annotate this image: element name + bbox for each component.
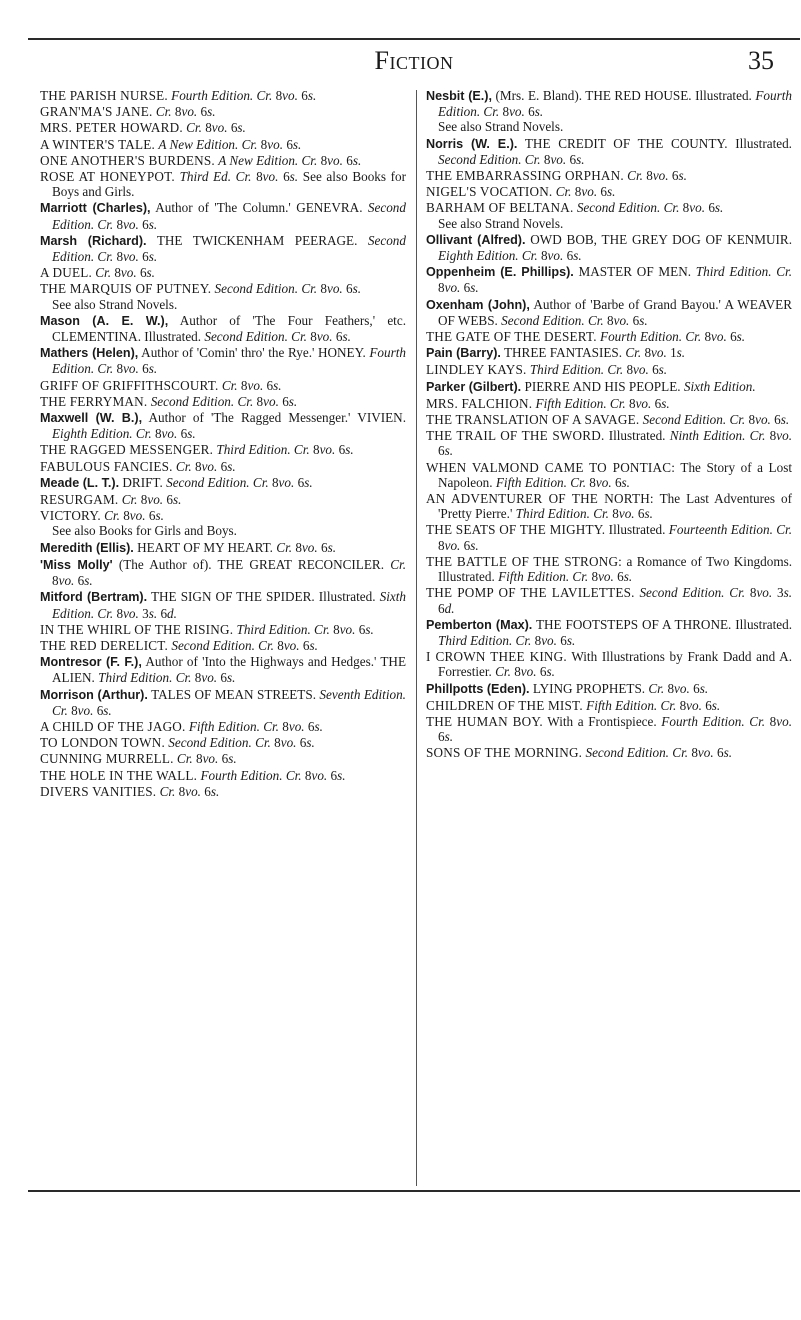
catalogue-entry: Marriott (Charles), Author of 'The Column.' GENEVRA. Second Edition. Cr. 8vo. 6s. xyxy=(40,200,406,232)
catalogue-entry: THE TRANSLATION OF A SAVAGE. Second Edition. Cr. 8vo. 6s. xyxy=(426,412,790,428)
catalogue-entry: THE HOLE IN THE WALL. Fourth Edition. Cr. 8vo. 6s. xyxy=(40,767,346,783)
catalogue-entry: TO LONDON TOWN. Second Edition. Cr. 8vo. 6s. xyxy=(40,735,315,751)
catalogue-entry: CUNNING MURRELL. Cr. 8vo. 6s. xyxy=(40,751,237,767)
catalogue-entry: DIVERS VANITIES. Cr. 8vo. 6s. xyxy=(40,783,220,799)
catalogue-entry: RESURGAM. Cr. 8vo. 6s. xyxy=(40,492,182,508)
catalogue-entry: Maxwell (W. B.), Author of 'The Ragged Messenger.' VIVIEN. Eighth Edition. Cr. 8vo. 6s. xyxy=(40,410,406,442)
catalogue-entry: NIGEL'S VOCATION. Cr. 8vo. 6s. xyxy=(426,184,616,200)
catalogue-entry: A DUEL. Cr. 8vo. 6s. xyxy=(40,265,155,281)
column-divider xyxy=(416,90,417,1186)
right-column xyxy=(426,88,792,762)
catalogue-entry: Pain (Barry). THREE FANTASIES. Cr. 8vo. 1s. xyxy=(426,345,686,361)
catalogue-entry: Phillpotts (Eden). LYING PROPHETS. Cr. 8vo. 6s. xyxy=(426,680,709,696)
catalogue-entry: ROSE AT HONEYPOT. Third Ed. Cr. 8vo. 6s. See also Books for Boys and Girls. xyxy=(40,169,407,200)
catalogue-columns xyxy=(40,88,800,1188)
catalogue-entry: Marsh (Richard). THE TWICKENHAM PEERAGE. Second Edition. Cr. 8vo. 6s. xyxy=(40,232,406,265)
catalogue-entry: AN ADVENTURER OF THE NORTH: The Last Adventures of 'Pretty Pierre.' Third Edition. Cr. 8vo. 6s. xyxy=(426,491,792,522)
catalogue-entry: 'Miss Molly' (The Author of). THE GREAT RECONCILER. Cr. 8vo. 6s. xyxy=(40,556,407,589)
catalogue-entry: Pemberton (Max). THE FOOTSTEPS OF A THRONE. Illustrated. Third Edition. Cr. 8vo. 6s. xyxy=(426,616,792,648)
catalogue-entry: FABULOUS FANCIES. Cr. 8vo. 6s. xyxy=(40,458,236,474)
catalogue-entry: THE RED DERELICT. Second Edition. Cr. 8vo. 6s. xyxy=(40,637,318,653)
left-column xyxy=(40,88,406,800)
catalogue-entry: MRS. FALCHION. Fifth Edition. Cr. 8vo. 6s. xyxy=(426,395,670,411)
top-rule xyxy=(28,38,800,40)
catalogue-entry: Meade (L. T.). DRIFT. Second Edition. Cr. 8vo. 6s. xyxy=(40,474,313,490)
catalogue-entry: Oxenham (John), Author of 'Barbe of Grand Bayou.' A WEAVER OF WEBS. Second Edition. Cr. 8vo. 6s. xyxy=(426,296,792,328)
catalogue-entry: LINDLEY KAYS. Third Edition. Cr. 8vo. 6s. xyxy=(426,362,668,378)
catalogue-entry: CHILDREN OF THE MIST. Fifth Edition. Cr. 8vo. 6s. xyxy=(426,697,721,713)
catalogue-entry: THE FERRYMAN. Second Edition. Cr. 8vo. 6s. xyxy=(40,393,298,409)
catalogue-entry: SONS OF THE MORNING. Second Edition. Cr. 8vo. 6s. xyxy=(426,745,732,761)
catalogue-entry: MRS. PETER HOWARD. Cr. 8vo. 6s. xyxy=(40,120,246,136)
catalogue-entry: ONE ANOTHER'S BURDENS. A New Edition. Cr. 8vo. 6s. xyxy=(40,152,362,168)
catalogue-entry: THE EMBARRASSING ORPHAN. Cr. 8vo. 6s. xyxy=(426,168,687,184)
catalogue-entry: Parker (Gilbert). PIERRE AND HIS PEOPLE. Sixth Edition. xyxy=(426,378,756,394)
catalogue-entry: THE POMP OF THE LAVILETTES. Second Edition. Cr. 8vo. 3s. 6d. xyxy=(426,585,793,616)
bottom-rule xyxy=(28,1190,800,1192)
catalogue-entry: THE RAGGED MESSENGER. Third Edition. Cr. 8vo. 6s. xyxy=(40,442,354,458)
running-head: Fiction xyxy=(374,46,454,75)
catalogue-entry: Oppenheim (E. Phillips). MASTER OF MEN. Third Edition. Cr. 8vo. 6s. xyxy=(426,264,793,296)
catalogue-entry: THE MARQUIS OF PUTNEY. Second Edition. Cr. 8vo. 6s. See also Strand Novels. xyxy=(40,281,362,312)
catalogue-entry: Montresor (F. F.), Author of 'Into the Highways and Hedges.' THE ALIEN. Third Edition. Cr. 8vo. 6s. xyxy=(40,654,406,686)
catalogue-entry: Norris (W. E.). THE CREDIT OF THE COUNTY. Illustrated. Second Edition. Cr. 8vo. 6s. xyxy=(426,135,792,167)
catalogue-entry: GRIFF OF GRIFFITHSCOURT. Cr. 8vo. 6s. xyxy=(40,377,282,393)
catalogue-entry: A WINTER'S TALE. A New Edition. Cr. 8vo. 6s. xyxy=(40,136,302,152)
catalogue-entry: Ollivant (Alfred). OWD BOB, THE GREY DOG OF KENMUIR. Eighth Edition. Cr. 8vo. 6s. xyxy=(426,231,792,264)
page-number: 35 xyxy=(748,46,774,75)
catalogue-entry: Mitford (Bertram). THE SIGN OF THE SPIDER. Illustrated. Sixth Edition. Cr. 8vo. 3s. 6d. xyxy=(40,589,406,621)
catalogue-entry: VICTORY. Cr. 8vo. 6s. See also Books for Girls and Boys. xyxy=(40,508,237,539)
catalogue-entry: THE HUMAN BOY. With a Frontispiece. Fourth Edition. Cr. 8vo. 6s. xyxy=(426,713,792,745)
catalogue-entry: I CROWN THEE KING. With Illustrations by Frank Dadd and A. Forrestier. Cr. 8vo. 6s. xyxy=(426,649,792,680)
catalogue-entry: IN THE WHIRL OF THE RISING. Third Edition. Cr. 8vo. 6s. xyxy=(40,621,374,637)
catalogue-entry: WHEN VALMOND CAME TO PONTIAC: The Story of a Lost Napoleon. Fifth Edition. Cr. 8vo. 6s. xyxy=(426,459,793,490)
catalogue-entry: THE BATTLE OF THE STRONG: a Romance of Two Kingdoms. Illustrated. Fifth Edition. Cr. 8vo. 6s. xyxy=(426,553,793,585)
catalogue-entry: Meredith (Ellis). HEART OF MY HEART. Cr. 8vo. 6s. xyxy=(40,539,337,555)
catalogue-entry: THE PARISH NURSE. Fourth Edition. Cr. 8vo. 6s. xyxy=(40,88,317,103)
page-header xyxy=(28,46,800,80)
catalogue-entry: Nesbit (E.), (Mrs. E. Bland). THE RED HOUSE. Illustrated. Fourth Edition. Cr. 8vo. 6s. See also Strand Novels. xyxy=(426,88,792,135)
catalogue-entry: Mason (A. E. W.), Author of 'The Four Feathers,' etc. CLEMENTINA. Illustrated. Second Edition. Cr. 8vo. 6s. xyxy=(40,312,406,345)
catalogue-entry: THE SEATS OF THE MIGHTY. Illustrated. Fourteenth Edition. Cr. 8vo. 6s. xyxy=(426,522,792,553)
catalogue-entry: Morrison (Arthur). TALES OF MEAN STREETS. Seventh Edition. Cr. 8vo. 6s. xyxy=(40,686,406,718)
catalogue-entry: THE GATE OF THE DESERT. Fourth Edition. Cr. 8vo. 6s. xyxy=(426,329,746,345)
catalogue-entry: GRAN'MA'S JANE. Cr. 8vo. 6s. xyxy=(40,104,216,120)
catalogue-entry: A CHILD OF THE JAGO. Fifth Edition. Cr. 8vo. 6s. xyxy=(40,718,323,734)
catalogue-entry: THE TRAIL OF THE SWORD. Illustrated. Ninth Edition. Cr. 8vo. 6s. xyxy=(426,428,792,459)
catalogue-entry: BARHAM OF BELTANA. Second Edition. Cr. 8vo. 6s. See also Strand Novels. xyxy=(426,200,724,231)
catalogue-entry: Mathers (Helen), Author of 'Comin' thro' the Rye.' HONEY. Fourth Edition. Cr. 8vo. 6s. xyxy=(40,345,406,377)
